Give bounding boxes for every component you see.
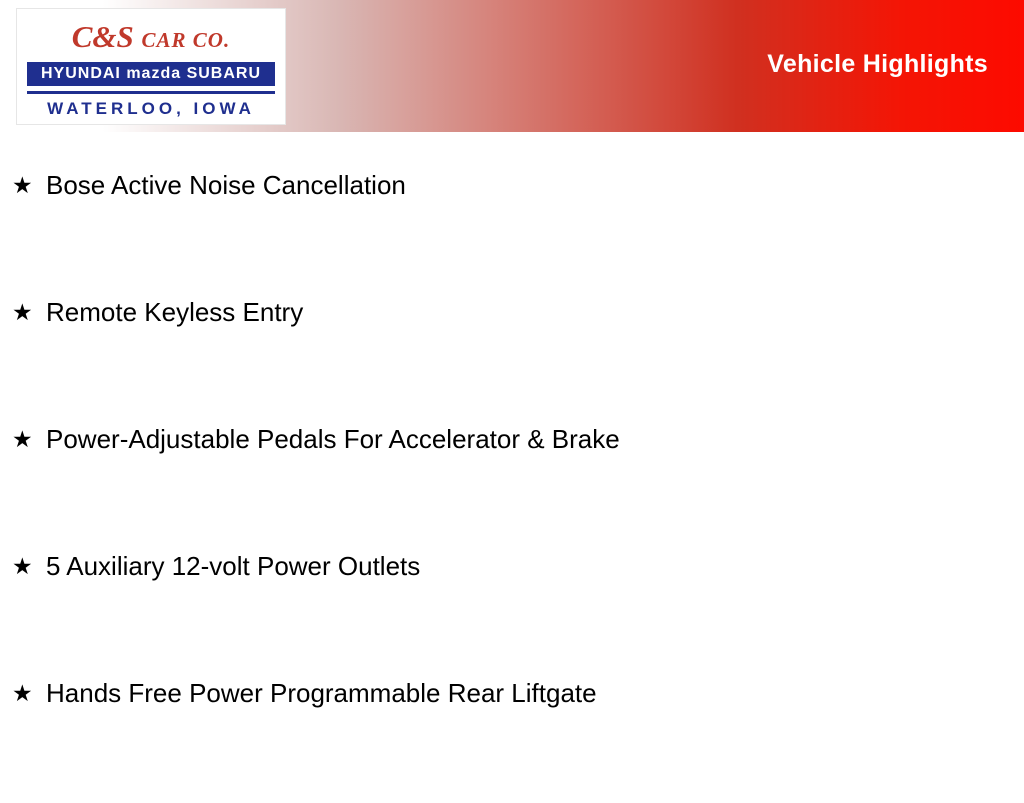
dealer-logo xyxy=(16,8,286,125)
list-item-label: Power-Adjustable Pedals For Accelerator & Brake xyxy=(46,424,620,454)
list-item xyxy=(0,168,1024,295)
star-icon: ★ xyxy=(12,172,33,198)
logo-city: WATERLOO, IOWA xyxy=(47,99,255,118)
logo-brands: HYUNDAI mazda SUBARU xyxy=(27,62,275,86)
list-item xyxy=(0,549,1024,676)
page-title: Vehicle Highlights xyxy=(767,50,988,78)
list-item xyxy=(0,422,1024,549)
logo-company-name xyxy=(17,19,285,55)
logo-company-initials: C&S xyxy=(71,19,134,54)
list-item-label: Bose Active Noise Cancellation xyxy=(46,170,406,200)
list-item-label: 5 Auxiliary 12-volt Power Outlets xyxy=(46,551,421,581)
star-icon: ★ xyxy=(12,680,33,706)
star-icon: ★ xyxy=(12,553,33,579)
star-icon: ★ xyxy=(12,426,33,452)
logo-divider xyxy=(27,91,275,94)
list-item-label: Remote Keyless Entry xyxy=(46,297,304,327)
list-item-label: Hands Free Power Programmable Rear Liftgate xyxy=(46,678,597,708)
highlights-list xyxy=(0,132,1024,768)
list-item xyxy=(0,676,1024,803)
star-icon: ★ xyxy=(12,299,33,325)
list-item xyxy=(0,295,1024,422)
logo-company-suffix: CAR CO. xyxy=(141,28,231,52)
